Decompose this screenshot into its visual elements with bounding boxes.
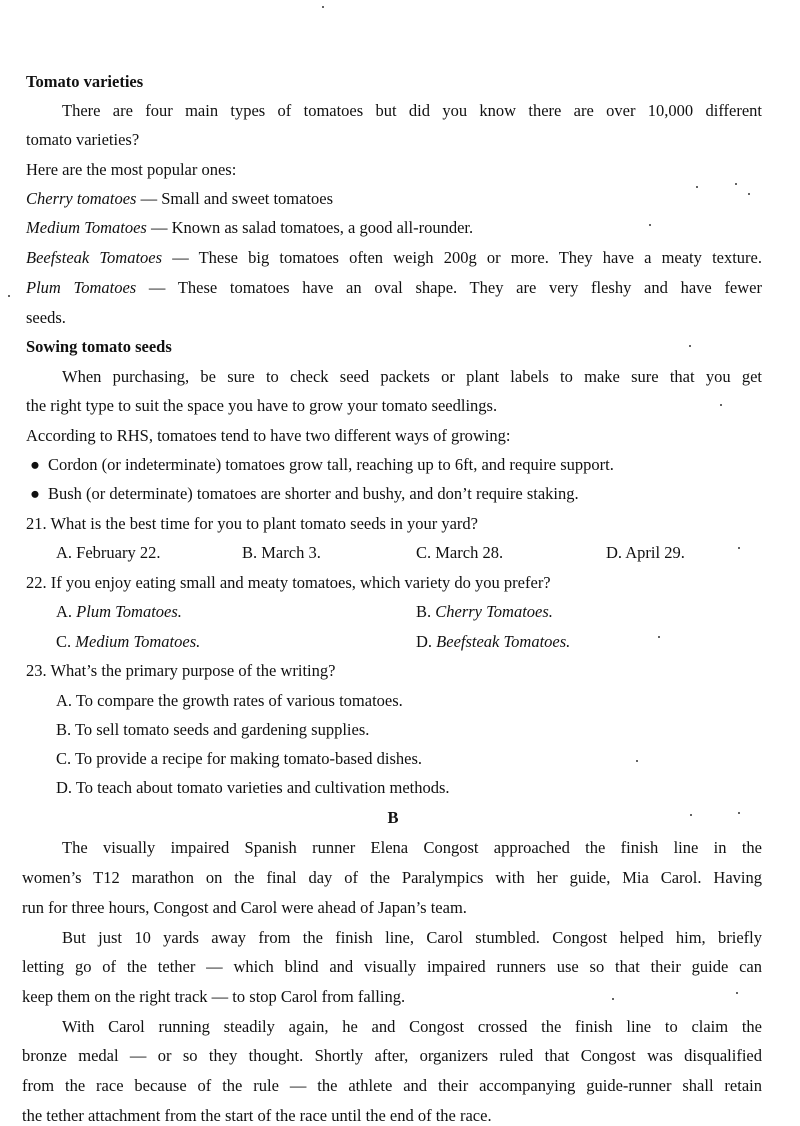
sow-line-2: the right type to suit the space you have to grow your tomato seedlings.	[26, 396, 498, 415]
b-para3-line3: from the race because of the rule — the athlete and their accompanying guide-runner shall retain	[22, 1076, 762, 1095]
variety-desc: — These big tomatoes often weigh 200g or more. They have a meaty texture.	[162, 248, 763, 267]
b-para1-line1: The visually impaired Spanish runner Elena Congost approached the finish line in the	[62, 838, 762, 857]
bullet-dot-icon: ●	[30, 484, 40, 503]
scan-speck	[8, 295, 10, 297]
b-para3-line1: With Carol running steadily again, he and Congost crossed the finish line to claim the	[62, 1017, 762, 1036]
q22-option-c[interactable]	[56, 632, 200, 652]
scan-speck	[736, 992, 738, 994]
option-text: Beefsteak Tomatoes.	[436, 632, 571, 651]
bullet-item-cordon	[30, 455, 614, 475]
option-letter: A.	[56, 602, 77, 621]
scan-speck	[738, 812, 740, 814]
b-para1-line2: women’s T12 marathon on the final day of the Paralympics with her guide, Mia Carol. Having	[22, 868, 762, 887]
bullet-text: Bush (or determinate) tomatoes are shorter and bushy, and don’t require staking.	[48, 484, 579, 503]
bullet-item-bush	[30, 484, 579, 504]
scan-speck	[748, 193, 750, 195]
variety-desc: — Small and sweet tomatoes	[136, 189, 334, 208]
q23-option-b[interactable]: B. To sell tomato seeds and gardening supplies.	[56, 720, 370, 739]
q23-option-d[interactable]: D. To teach about tomato varieties and cultivation methods.	[56, 778, 450, 797]
b-para2-line1: But just 10 yards away from the finish line, Carol stumbled. Congost helped him, briefly	[62, 928, 762, 947]
scan-speck	[649, 224, 651, 226]
b-para2-line2: letting go of the tether — which blind and visually impaired runners use so that their guide can	[22, 957, 762, 976]
scan-speck	[322, 6, 324, 8]
heading-sowing: Sowing tomato seeds	[26, 337, 172, 356]
q21-option-b[interactable]: B. March 3.	[242, 543, 321, 562]
intro-line-1: There are four main types of tomatoes but did you know there are over 10,000 different	[62, 101, 762, 120]
variety-cherry	[26, 189, 333, 209]
option-letter: B.	[416, 602, 436, 621]
rhs-line: According to RHS, tomatoes tend to have two different ways of growing:	[26, 426, 511, 445]
variety-medium	[26, 218, 473, 238]
scan-speck	[720, 404, 722, 406]
bullet-text: Cordon (or indeterminate) tomatoes grow tall, reaching up to 6ft, and require support.	[48, 455, 614, 474]
q22-option-d[interactable]	[416, 632, 570, 652]
scan-speck	[735, 183, 737, 185]
plum-continuation: seeds.	[26, 308, 66, 327]
variety-plum	[26, 278, 762, 298]
scan-speck	[636, 760, 638, 762]
variety-desc: — These tomatoes have an oval shape. They are very fleshy and have fewer	[136, 278, 762, 297]
section-b-title: B	[387, 808, 399, 827]
option-text: Cherry Tomatoes.	[435, 602, 553, 621]
q22-option-a[interactable]	[56, 602, 182, 622]
q22-option-b[interactable]	[416, 602, 553, 622]
scan-speck	[612, 998, 614, 1000]
scan-speck	[689, 345, 691, 347]
sow-line-1: When purchasing, be sure to check seed packets or plant labels to make sure that you get	[62, 367, 762, 386]
bullet-dot-icon: ●	[30, 455, 40, 474]
b-para3-line4: the tether attachment from the start of the race until the end of the race.	[22, 1106, 492, 1125]
q21-option-d[interactable]: D. April 29.	[606, 543, 685, 562]
q21-option-c[interactable]: C. March 28.	[416, 543, 504, 562]
scan-speck	[690, 814, 692, 816]
variety-name: Plum Tomatoes	[26, 278, 137, 297]
variety-name: Medium Tomatoes	[26, 218, 147, 237]
scan-speck	[696, 186, 698, 188]
heading-tomato-varieties: Tomato varieties	[26, 72, 144, 91]
variety-name: Cherry tomatoes	[26, 189, 137, 208]
option-letter: C.	[56, 632, 76, 651]
option-text: Medium Tomatoes.	[75, 632, 201, 651]
variety-beefsteak	[26, 248, 762, 268]
q23-option-a[interactable]: A. To compare the growth rates of various tomatoes.	[56, 691, 403, 710]
variety-name: Beefsteak Tomatoes	[26, 248, 163, 267]
question-21-stem: 21. What is the best time for you to plant tomato seeds in your yard?	[26, 514, 478, 533]
b-para3-line2: bronze medal — or so they thought. Shortly after, organizers ruled that Congost was disqualified	[22, 1046, 762, 1065]
question-23-stem: 23. What’s the primary purpose of the writing?	[26, 661, 336, 680]
q21-option-a[interactable]: A. February 22.	[56, 543, 161, 562]
option-text: Plum Tomatoes.	[76, 602, 182, 621]
popular-line: Here are the most popular ones:	[26, 160, 237, 179]
variety-desc: — Known as salad tomatoes, a good all-rounder.	[146, 218, 474, 237]
q23-option-c[interactable]: C. To provide a recipe for making tomato-based dishes.	[56, 749, 423, 768]
b-para2-line3: keep them on the right track — to stop Carol from falling.	[22, 987, 406, 1006]
b-para1-line3: run for three hours, Congost and Carol were ahead of Japan’s team.	[22, 898, 467, 917]
scan-speck	[658, 636, 660, 638]
scan-speck	[738, 547, 740, 549]
intro-line-2: tomato varieties?	[26, 130, 140, 149]
question-22-stem: 22. If you enjoy eating small and meaty tomatoes, which variety do you prefer?	[26, 573, 551, 592]
option-letter: D.	[416, 632, 437, 651]
